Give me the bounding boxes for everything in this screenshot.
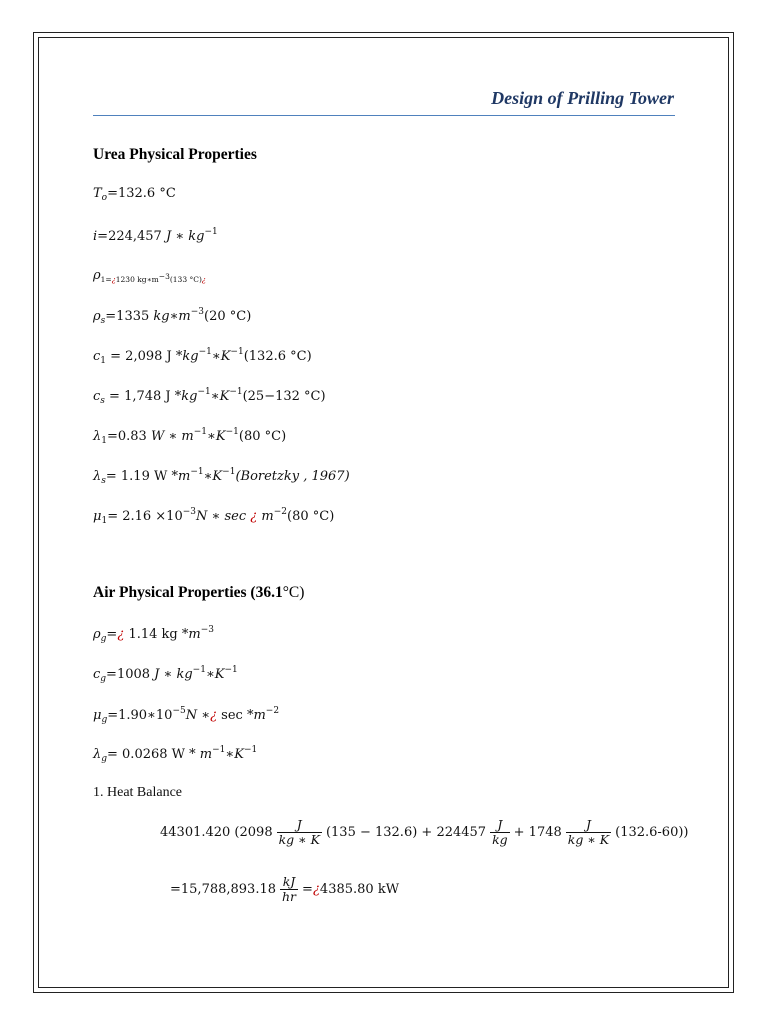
urea-c1: $c_1 = 2,098$ J $*kg^{-1}∗K^{-1}(132.6$ °C)	[93, 347, 312, 366]
heat-balance-equation-1: 44301.420 (2098 $\frac{J}{kg ∗ K}$ (135 − 132.6) + 224457 $\frac{J}{kg}$ + 1748 $\frac{J}{kg ∗ K}$ (132.6-60))	[160, 817, 689, 847]
urea-To: $T_o=132.6$ °C	[93, 186, 176, 203]
air-cg: $c_g=1008$ J ∗ $kg^{-1}∗K^{-1}$	[93, 665, 238, 684]
air-rhog: $\rho_g=¿$ 1.14 kg $*m^{-3}$	[93, 625, 214, 644]
urea-cs: $c_s = 1,748$ J $*kg^{-1}∗K^{-1}(25-132$ °C)	[93, 387, 326, 406]
urea-lambda1: $\lambda_1=0.83$ W ∗ $m^{-1}∗K^{-1}(80$ °C)	[93, 427, 287, 446]
urea-rho1: $\rho_{1=¿1230 kg∗m}-3_{(133 ^\circ C)¿}$	[93, 268, 206, 284]
header-title: Design of Prilling Tower	[491, 88, 674, 108]
air-lambdag: $\lambda_g= 0.0268$ W * $m^{-1}∗K^{-1}$	[93, 745, 258, 764]
urea-heading: Urea Physical Properties	[93, 146, 257, 163]
urea-i: i=224,457 J ∗ $kg^{-1}$	[93, 227, 218, 244]
heat-balance-equation-2: =15,788,893.18 $\frac{kJ}{hr}$ = ¿ 4385.80 kW	[170, 874, 400, 904]
air-mug: $\mu_g=1.90∗10^{-5}N$ ∗¿ $\sec *m^{-2}$	[93, 706, 280, 725]
urea-lambdas: $\lambda_s= 1.19$ W $*m^{-1}∗K^{-1}(Boretzky$ , 1967)	[93, 467, 350, 486]
urea-mu1: $\mu_1= 2.16 \times 10^{-3}N$ ∗ sec ¿ $m^{-2}(80$ °C)	[93, 507, 335, 526]
header-rule	[93, 115, 675, 116]
air-heading: Air Physical Properties (36.1°C)	[93, 584, 305, 601]
urea-rhos: $\rho_s=1335$ $kg∗m^{-3}(20$ °C)	[93, 307, 252, 326]
heat-balance-label: 1. Heat Balance	[93, 785, 183, 800]
